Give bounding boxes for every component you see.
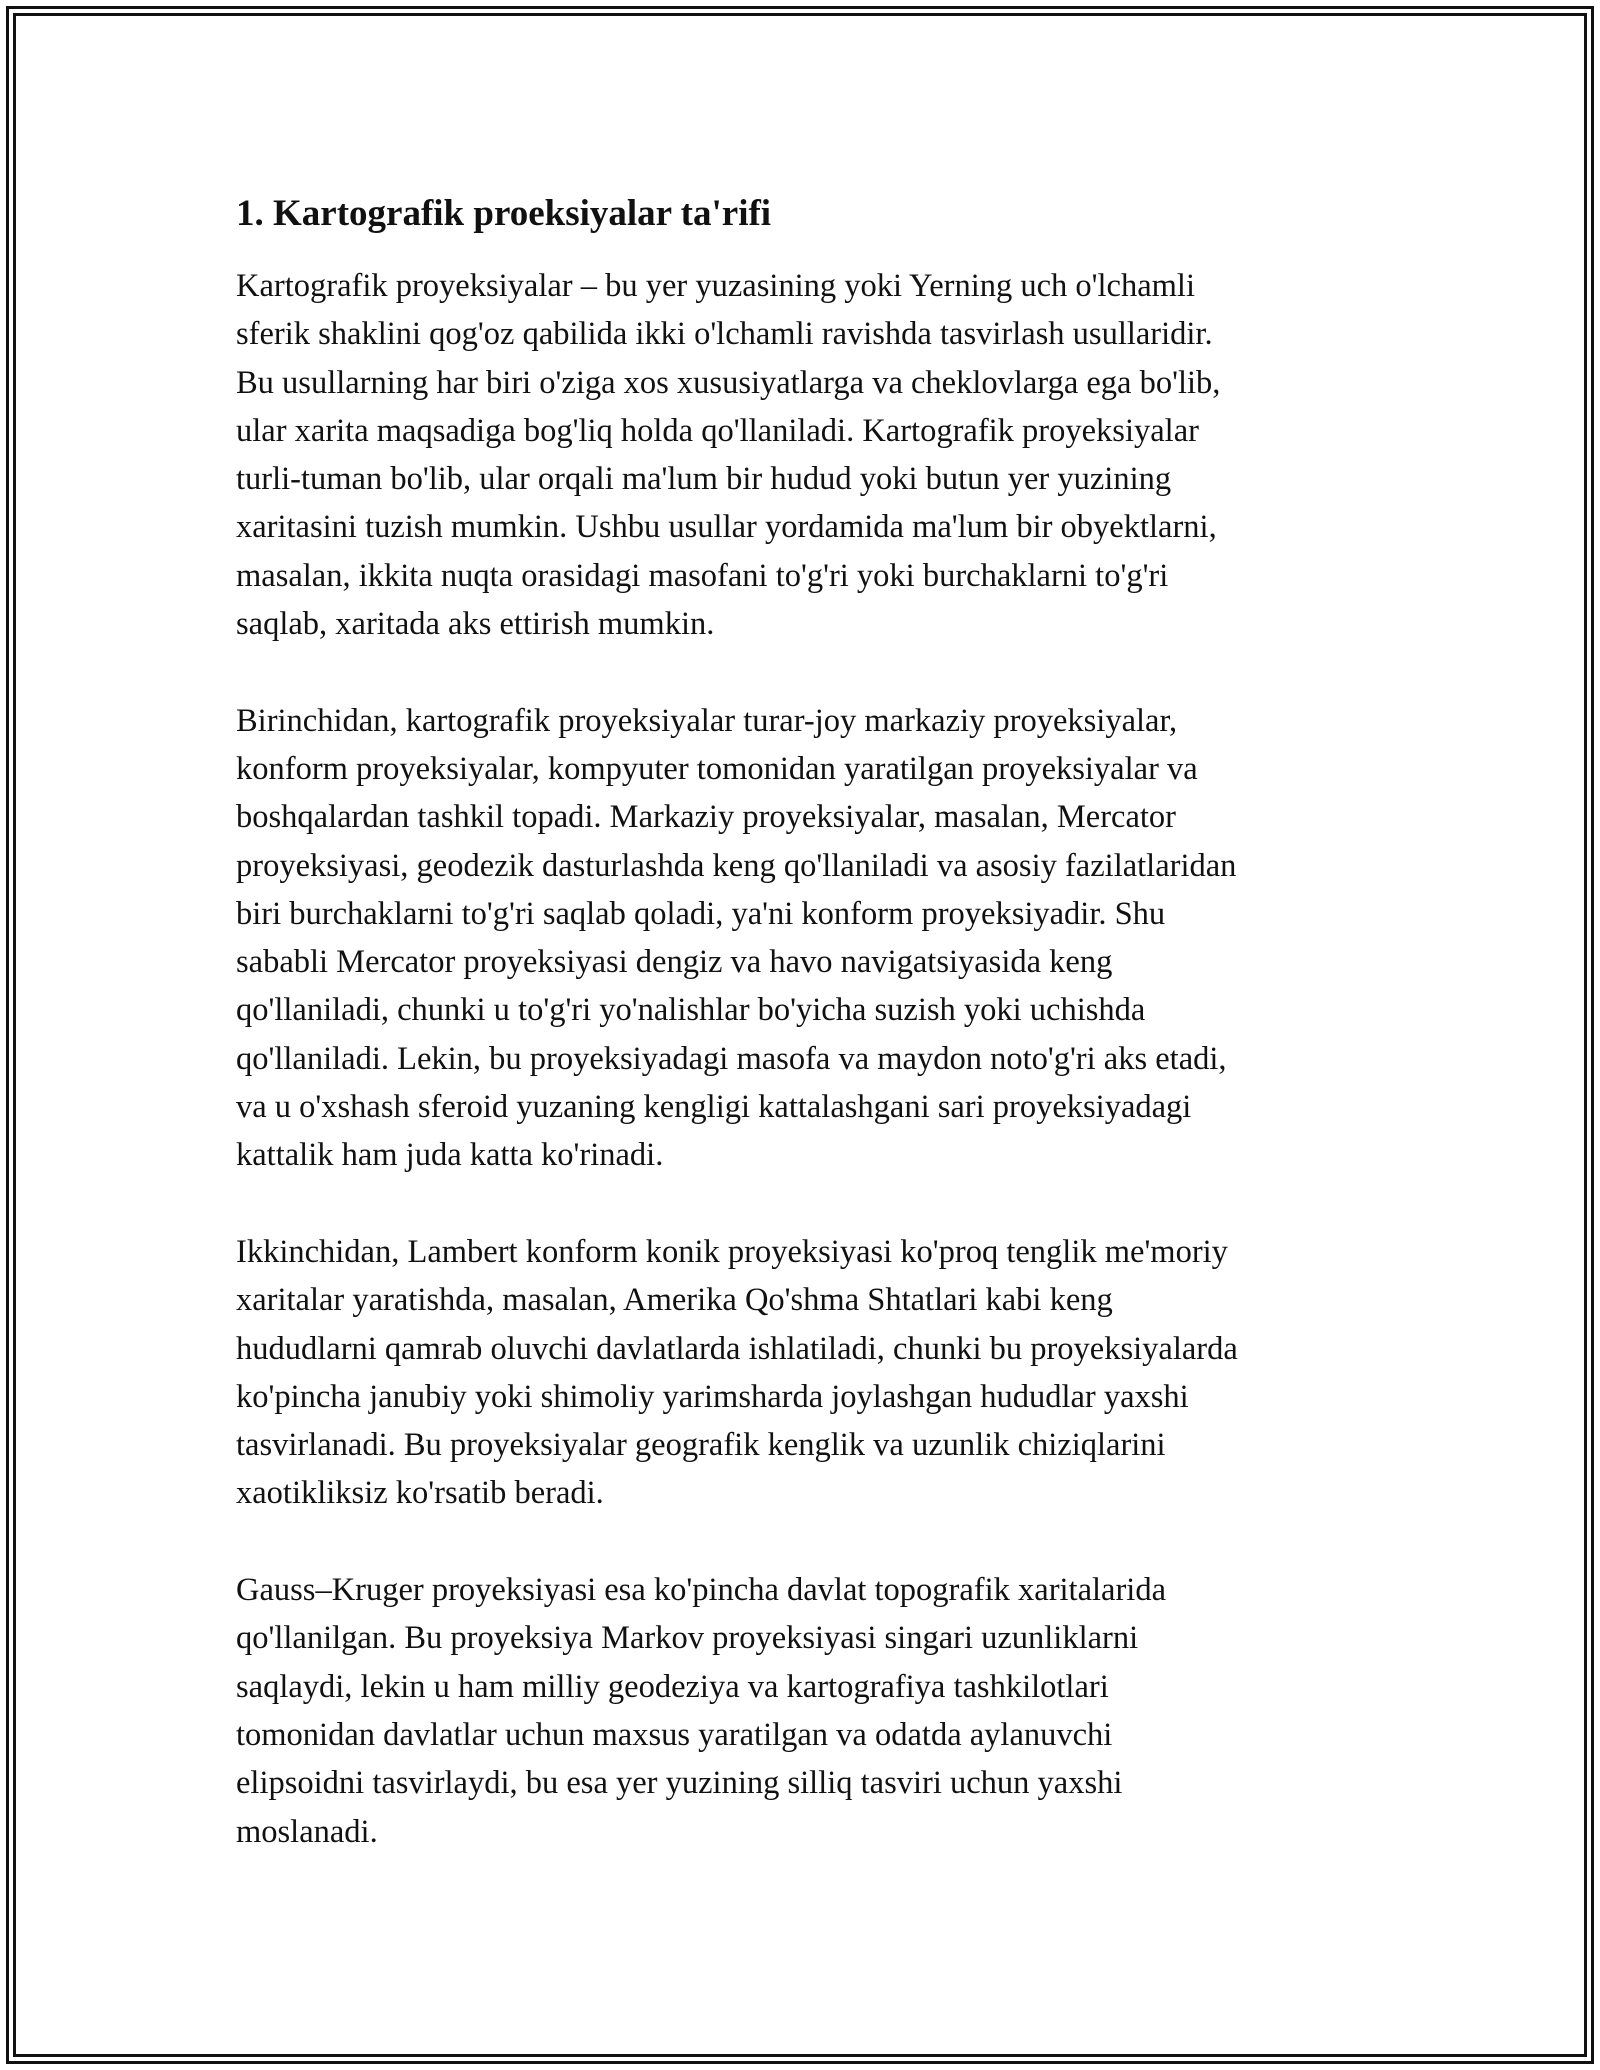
- text-line: xaritalar yaratishda, masalan, Amerika Qo'shma Shtatlari kabi keng: [236, 1282, 1113, 1319]
- text-line: qo'llaniladi. Lekin, bu proyeksiyadagi masofa va maydon noto'g'ri aks etadi,: [236, 1040, 1227, 1077]
- text-line: kattalik ham juda katta ko'rinadi.: [236, 1137, 664, 1174]
- text-line: Ikkinchidan, Lambert konform konik proyeksiyasi ko'proq tenglik me'moriy: [236, 1233, 1228, 1270]
- text-line: turli-tuman bo'lib, ular orqali ma'lum bir hudud yoki butun yer yuzining: [236, 461, 1172, 498]
- text-line: qo'llaniladi, chunki u to'g'ri yo'nalishlar bo'yicha suzish yoki uchishda: [236, 992, 1146, 1029]
- text-line: Birinchidan, kartografik proyeksiyalar turar-joy markaziy proyeksiyalar,: [236, 702, 1178, 739]
- text-line: Bu usullarning har biri o'ziga xos xususiyatlarga va cheklovlarga ega bo'lib,: [236, 364, 1221, 401]
- text-line: ular xarita maqsadiga bog'liq holda qo'llaniladi. Kartografik proyeksiyalar: [236, 412, 1199, 449]
- text-line: saqlaydi, lekin u ham milliy geodeziya va kartografiya tashkilotlari: [236, 1668, 1109, 1705]
- text-line: va u o'xshash sferoid yuzaning kengligi kattalashgani sari proyeksiyadagi: [236, 1089, 1192, 1126]
- text-line: sababli Mercator proyeksiyasi dengiz va havo navigatsiyasida keng: [236, 944, 1113, 981]
- text-line: masalan, ikkita nuqta orasidagi masofani to'g'ri yoki burchaklarni to'g'ri: [236, 557, 1169, 594]
- text-line: Gauss–Kruger proyeksiyasi esa ko'pincha davlat topografik xaritalarida: [236, 1572, 1166, 1609]
- paragraph-2: [236, 697, 1376, 1180]
- document-body: [236, 186, 1376, 1856]
- text-line: moslanadi.: [236, 1813, 378, 1850]
- paragraph-1: [236, 262, 1376, 648]
- text-line: proyeksiyasi, geodezik dasturlashda keng qo'llaniladi va asosiy fazilatlaridan: [236, 847, 1237, 884]
- text-line: tomonidan davlatlar uchun maxsus yaratilgan va odatda aylanuvchi: [236, 1716, 1113, 1753]
- text-line: elipsoidni tasvirlaydi, bu esa yer yuzining silliq tasviri uchun yaxshi: [236, 1765, 1123, 1802]
- text-line: tasvirlanadi. Bu proyeksiyalar geografik kenglik va uzunlik chiziqlarini: [236, 1427, 1166, 1464]
- paragraph-3: [236, 1228, 1376, 1518]
- text-line: hududlarni qamrab oluvchi davlatlarda ishlatiladi, chunki bu proyeksiyalarda: [236, 1330, 1238, 1367]
- text-line: Kartografik proyeksiyalar – bu yer yuzasining yoki Yerning uch o'lchamli: [236, 268, 1195, 304]
- text-line: biri burchaklarni to'g'ri saqlab qoladi, ya'ni konform proyeksiyadir. Shu: [236, 895, 1166, 932]
- text-line: boshqalardan tashkil topadi. Markaziy proyeksiyalar, masalan, Mercator: [236, 799, 1176, 836]
- text-line: xaotikliksiz ko'rsatib beradi.: [236, 1475, 604, 1512]
- text-line: konform proyeksiyalar, kompyuter tomonidan yaratilgan proyeksiyalar va: [236, 750, 1198, 787]
- text-line: saqlab, xaritada aks ettirish mumkin.: [236, 606, 715, 643]
- text-line: sferik shaklini qog'oz qabilida ikki o'lchamli ravishda tasvirlash usullaridir.: [236, 316, 1213, 353]
- paragraph-4: [236, 1566, 1376, 1856]
- text-line: ko'pincha janubiy yoki shimoliy yarimsharda joylashgan hududlar yaxshi: [236, 1378, 1189, 1415]
- section-heading: 1. Kartografik proeksiyalar ta'rifi: [236, 193, 772, 234]
- text-line: qo'llanilgan. Bu proyeksiya Markov proyeksiyasi singari uzunliklarni: [236, 1620, 1139, 1657]
- text-line: xaritasini tuzish mumkin. Ushbu usullar yordamida ma'lum bir obyektlarni,: [236, 509, 1217, 546]
